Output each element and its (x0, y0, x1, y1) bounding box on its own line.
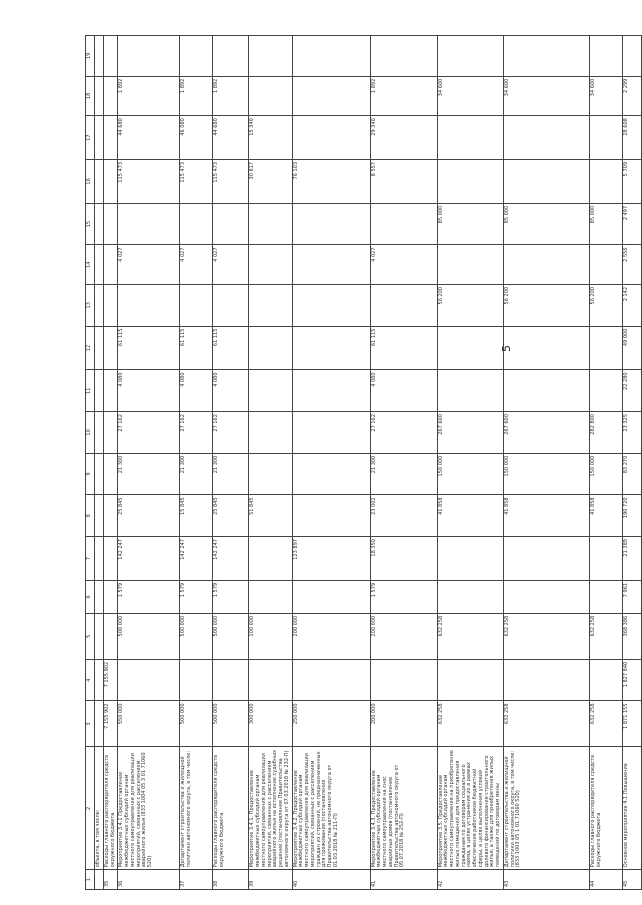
value-cell (249, 412, 292, 454)
value-cell: 27 162 (118, 412, 180, 454)
value-cell (118, 659, 180, 701)
value-cell (95, 116, 104, 160)
value-cell (589, 116, 622, 160)
value-cell (622, 36, 641, 77)
value-cell: 1 871 155 (622, 701, 641, 747)
value-cell: 23 325 (622, 412, 641, 454)
value-cell: 1 892 (118, 76, 180, 115)
table-row (249, 36, 292, 890)
value-cell (249, 245, 292, 284)
value-cell (503, 537, 589, 581)
document-table-frame (85, 35, 629, 890)
value-cell: 56 200 (437, 284, 503, 326)
item-name-cell: Мероприятие 3.5. Предоставление межбюджетных субсидий органам местного самоуправления на приобретение жилых помещений для предоставления гражданам по договорам социального найма, в целях устранения их в рамках обеспечения работников бюджетной сферы, в целях выполнения условий долевого финансирования строительного жилья, а также для приобретения жилых помещений по договорам мены (437, 747, 503, 870)
value-cell: 632 258 (437, 701, 503, 747)
value-cell: 1 892 (370, 76, 437, 115)
value-cell (437, 580, 503, 613)
column-number: 14 (86, 245, 95, 284)
value-cell (95, 701, 104, 747)
value-cell: 21 300 (118, 453, 180, 495)
column-number: 10 (86, 412, 95, 454)
value-cell (589, 537, 622, 581)
value-cell (103, 284, 118, 326)
row-number-cell (95, 870, 104, 890)
value-cell (249, 659, 292, 701)
row-number-cell: 44 (589, 870, 622, 890)
column-number: 8 (86, 495, 95, 537)
column-number-row (86, 36, 95, 890)
value-cell (103, 245, 118, 284)
value-cell: 28 608 (622, 116, 641, 160)
value-cell (95, 537, 104, 581)
value-cell: 142 247 (118, 537, 180, 581)
value-cell (180, 36, 213, 77)
column-number: 5 (86, 613, 95, 659)
value-cell (103, 159, 118, 203)
value-cell (589, 36, 622, 77)
value-cell (503, 370, 589, 412)
value-cell (370, 203, 437, 245)
page-number: 5 (500, 345, 513, 352)
value-cell (103, 412, 118, 454)
value-cell: 100 000 (249, 613, 292, 659)
value-cell: 300 000 (249, 701, 292, 747)
value-cell (437, 116, 503, 160)
value-cell: 500 000 (180, 613, 213, 659)
value-cell (95, 580, 104, 613)
column-number: 19 (86, 36, 95, 77)
value-cell (589, 159, 622, 203)
value-cell (292, 326, 370, 370)
table-row (503, 36, 589, 890)
value-cell: 1 579 (180, 580, 213, 613)
column-number: 16 (86, 159, 95, 203)
value-cell: 632 258 (589, 613, 622, 659)
column-number: 1 (86, 870, 95, 890)
value-cell (292, 284, 370, 326)
item-name-cell: Расходы главного распорядителя средств окружного бюджета (213, 747, 249, 870)
value-cell: 115 473 (180, 159, 213, 203)
value-cell: 368 386 (622, 613, 641, 659)
value-cell: 123 897 (292, 537, 370, 581)
value-cell: 142 247 (213, 537, 249, 581)
value-cell: 7 155 902 (103, 701, 118, 747)
value-cell: 51 845 (249, 495, 292, 537)
value-cell (95, 412, 104, 454)
row-number-cell: 40 (292, 870, 370, 890)
value-cell: 632 258 (503, 613, 589, 659)
value-cell (103, 495, 118, 537)
value-cell: 85 000 (437, 203, 503, 245)
row-number-cell: 45 (622, 870, 641, 890)
value-cell (437, 370, 503, 412)
value-cell (249, 36, 292, 77)
value-cell: 76 103 (292, 159, 370, 203)
value-cell: 15 845 (180, 495, 213, 537)
value-cell (503, 326, 589, 370)
value-cell: 2 299 (622, 76, 641, 115)
item-name-cell: Мероприятие 3.4.1. Предоставление межбюджетных субсидий органам местного самоуправления для реализации мероприятий, связанных с расселением аварийного жилья на исполнение судебных решений (постановление Правительства автономного округа от 07.03.2018 № 232-П) (249, 747, 292, 870)
value-cell: 5 709 (622, 159, 641, 203)
value-cell: 49 000 (622, 326, 641, 370)
value-cell (437, 36, 503, 77)
value-cell: 22 280 (622, 370, 641, 412)
value-cell: 21 300 (180, 453, 213, 495)
table-row (589, 36, 622, 890)
value-cell: 2 142 (622, 284, 641, 326)
value-cell (249, 580, 292, 613)
value-cell (103, 453, 118, 495)
value-cell: 150 000 (503, 453, 589, 495)
value-cell (589, 580, 622, 613)
value-cell: 44 680 (213, 116, 249, 160)
value-cell: 150 000 (437, 453, 503, 495)
item-name-cell: Основное мероприятие 4.1 Повышение (622, 747, 641, 870)
row-number-cell: 39 (249, 870, 292, 890)
value-cell: 61 115 (118, 326, 180, 370)
value-cell (95, 613, 104, 659)
rotated-table-wrapper (85, 35, 629, 890)
value-cell (503, 245, 589, 284)
value-cell: 1 579 (213, 580, 249, 613)
value-cell (292, 203, 370, 245)
value-cell (370, 659, 437, 701)
row-number-cell: 43 (503, 870, 589, 890)
value-cell (103, 613, 118, 659)
value-cell (249, 326, 292, 370)
value-cell: 1 827 840 (622, 659, 641, 701)
value-cell: 41 858 (503, 495, 589, 537)
value-cell: 4 080 (370, 370, 437, 412)
item-name-cell: объекта, в том числе: (95, 747, 104, 870)
value-cell: 4 027 (213, 245, 249, 284)
table-row (622, 36, 641, 890)
item-name-cell: Департамент строительства и жилищной политики автономного округа, в том числе: (180, 747, 213, 870)
value-cell (249, 453, 292, 495)
value-cell (292, 495, 370, 537)
item-name-cell: Мероприятие 3.4.2. Предоставление межбюджетных субсидий органам местного самоуправления для реализации мероприятий, связанных с расселением граждан из строений, не предназначенных для проживания (постановление Правительства автономного округа от 01.03.2018 № 211-П) (292, 747, 370, 870)
value-cell: 83 270 (622, 453, 641, 495)
value-cell: 56 200 (589, 284, 622, 326)
value-cell: 21 300 (213, 453, 249, 495)
table-row (370, 36, 437, 890)
value-cell (95, 245, 104, 284)
item-name-cell: Мероприятие 3.4.1 Предоставление межбюджетных субсидий органам местного самоуправления для реализации мероприятий, связанных с расселением аварийного жилья (833 1004 05 3 01 71060 520) (118, 747, 180, 870)
value-cell (503, 580, 589, 613)
value-cell: 1 579 (370, 580, 437, 613)
row-number-cell: 35 (103, 870, 118, 890)
value-cell (95, 495, 104, 537)
column-number: 6 (86, 580, 95, 613)
value-cell (103, 203, 118, 245)
value-cell (95, 76, 104, 115)
value-cell: 34 600 (437, 76, 503, 115)
value-cell: 23 002 (370, 495, 437, 537)
value-cell: 1 579 (118, 580, 180, 613)
value-cell (180, 659, 213, 701)
value-cell (292, 453, 370, 495)
column-number: 15 (86, 203, 95, 245)
value-cell (249, 284, 292, 326)
value-cell (503, 659, 589, 701)
value-cell: 632 258 (503, 701, 589, 747)
value-cell: 7 155 902 (103, 659, 118, 701)
value-cell: 267 600 (437, 412, 503, 454)
value-cell (503, 36, 589, 77)
value-cell: 500 000 (180, 701, 213, 747)
value-cell (213, 36, 249, 77)
value-cell: 282 800 (589, 412, 622, 454)
value-cell: 200 000 (370, 701, 437, 747)
value-cell: 2 497 (622, 203, 641, 245)
value-cell: 632 258 (589, 701, 622, 747)
value-cell (292, 580, 370, 613)
value-cell (292, 245, 370, 284)
item-name-cell: Расходы главного распорядителя средств окружного бюджета (103, 747, 118, 870)
value-cell: 15 340 (249, 116, 292, 160)
column-number: 7 (86, 537, 95, 581)
table-row (103, 36, 118, 890)
row-number-cell: 41 (370, 870, 437, 890)
value-cell: 27 162 (180, 412, 213, 454)
value-cell: 4 027 (180, 245, 213, 284)
value-cell: 7 961 (622, 580, 641, 613)
value-cell: 85 000 (503, 203, 589, 245)
value-cell: 500 000 (118, 613, 180, 659)
value-cell: 30 817 (249, 159, 292, 203)
value-cell (292, 659, 370, 701)
value-cell: 4 027 (370, 245, 437, 284)
value-cell (213, 284, 249, 326)
value-cell (103, 537, 118, 581)
value-cell (292, 412, 370, 454)
row-number-cell: 42 (437, 870, 503, 890)
value-cell (292, 370, 370, 412)
value-cell (249, 370, 292, 412)
column-number: 3 (86, 701, 95, 747)
table-row (437, 36, 503, 890)
value-cell (437, 326, 503, 370)
value-cell: 4 080 (213, 370, 249, 412)
value-cell: 61 115 (370, 326, 437, 370)
value-cell: 1 892 (213, 76, 249, 115)
value-cell (437, 245, 503, 284)
value-cell: 142 247 (180, 537, 213, 581)
column-number: 13 (86, 284, 95, 326)
value-cell: 25 845 (213, 495, 249, 537)
value-cell: 500 000 (213, 701, 249, 747)
value-cell (503, 159, 589, 203)
value-cell: 27 162 (213, 412, 249, 454)
value-cell (95, 659, 104, 701)
value-cell (292, 36, 370, 77)
value-cell: 550 000 (118, 701, 180, 747)
item-name-cell: Расходы главного распорядителя средств окружного бюджета (589, 747, 622, 870)
column-number: 4 (86, 659, 95, 701)
value-cell: 200 000 (370, 613, 437, 659)
value-cell (103, 326, 118, 370)
value-cell: 4 027 (118, 245, 180, 284)
item-name-cell: Мероприятие 3.4.3. Предоставление межбюджетных субсидий органам местного самоуправления на снос аварийных домов (постановление Правительства автономного округа от 05.07.2018 № 252-П) (370, 747, 437, 870)
value-cell (589, 326, 622, 370)
value-cell (249, 203, 292, 245)
value-cell: 190 720 (622, 495, 641, 537)
value-cell (370, 284, 437, 326)
value-cell (118, 36, 180, 77)
value-cell: 29 340 (370, 116, 437, 160)
value-cell (249, 537, 292, 581)
value-cell: 21 300 (370, 453, 437, 495)
value-cell (95, 203, 104, 245)
value-cell (437, 537, 503, 581)
value-cell: 27 162 (370, 412, 437, 454)
value-cell (180, 284, 213, 326)
value-cell: 2 556 (622, 245, 641, 284)
value-cell: 61 115 (213, 326, 249, 370)
value-cell (95, 453, 104, 495)
table-row (292, 36, 370, 890)
value-cell (589, 245, 622, 284)
value-cell (118, 203, 180, 245)
value-cell: 500 000 (213, 613, 249, 659)
value-cell (103, 370, 118, 412)
value-cell: 44 680 (118, 116, 180, 160)
row-number-cell: 37 (180, 870, 213, 890)
column-number: 18 (86, 76, 95, 115)
column-number: 12 (86, 326, 95, 370)
item-name-cell: Департамент строительства и жилищной политики автономного округа, в том числе: (833 1003 05 1 01 71060 520) (503, 747, 589, 870)
value-cell: 632 258 (437, 613, 503, 659)
table-row (213, 36, 249, 890)
value-cell (370, 36, 437, 77)
value-cell (249, 76, 292, 115)
value-cell (213, 203, 249, 245)
value-cell (95, 159, 104, 203)
value-cell: 8 557 (370, 159, 437, 203)
value-cell: 25 845 (118, 495, 180, 537)
value-cell: 21 389 (622, 537, 641, 581)
value-cell (589, 659, 622, 701)
value-cell (180, 203, 213, 245)
value-cell (95, 284, 104, 326)
row-number-cell: 36 (118, 870, 180, 890)
value-cell: 34 600 (503, 76, 589, 115)
value-cell: 4 080 (118, 370, 180, 412)
value-cell: 41 858 (589, 495, 622, 537)
value-cell: 18 350 (370, 537, 437, 581)
value-cell: 85 000 (589, 203, 622, 245)
value-cell: 46 080 (180, 116, 213, 160)
value-cell: 200 000 (292, 613, 370, 659)
table-row (180, 36, 213, 890)
table-row (95, 36, 104, 890)
value-cell: 1 892 (180, 76, 213, 115)
column-number: 9 (86, 453, 95, 495)
value-cell (589, 370, 622, 412)
value-cell (213, 659, 249, 701)
value-cell: 61 115 (180, 326, 213, 370)
value-cell (95, 36, 104, 77)
value-cell (95, 326, 104, 370)
value-cell (437, 159, 503, 203)
budget-table (85, 35, 642, 890)
value-cell (103, 76, 118, 115)
value-cell (437, 659, 503, 701)
value-cell: 41 858 (437, 495, 503, 537)
value-cell: 267 600 (503, 412, 589, 454)
row-number-cell: 38 (213, 870, 249, 890)
value-cell: 150 000 (589, 453, 622, 495)
value-cell: 4 080 (180, 370, 213, 412)
column-number: 2 (86, 747, 95, 870)
column-number: 17 (86, 116, 95, 160)
value-cell (292, 76, 370, 115)
value-cell (292, 116, 370, 160)
column-number: 11 (86, 370, 95, 412)
value-cell (95, 370, 104, 412)
value-cell (103, 36, 118, 77)
value-cell (118, 284, 180, 326)
value-cell (103, 116, 118, 160)
value-cell: 115 473 (213, 159, 249, 203)
value-cell (503, 116, 589, 160)
table-row (118, 36, 180, 890)
value-cell: 250 000 (292, 701, 370, 747)
value-cell: 56 200 (503, 284, 589, 326)
value-cell (103, 580, 118, 613)
value-cell: 115 473 (118, 159, 180, 203)
value-cell: 34 600 (589, 76, 622, 115)
